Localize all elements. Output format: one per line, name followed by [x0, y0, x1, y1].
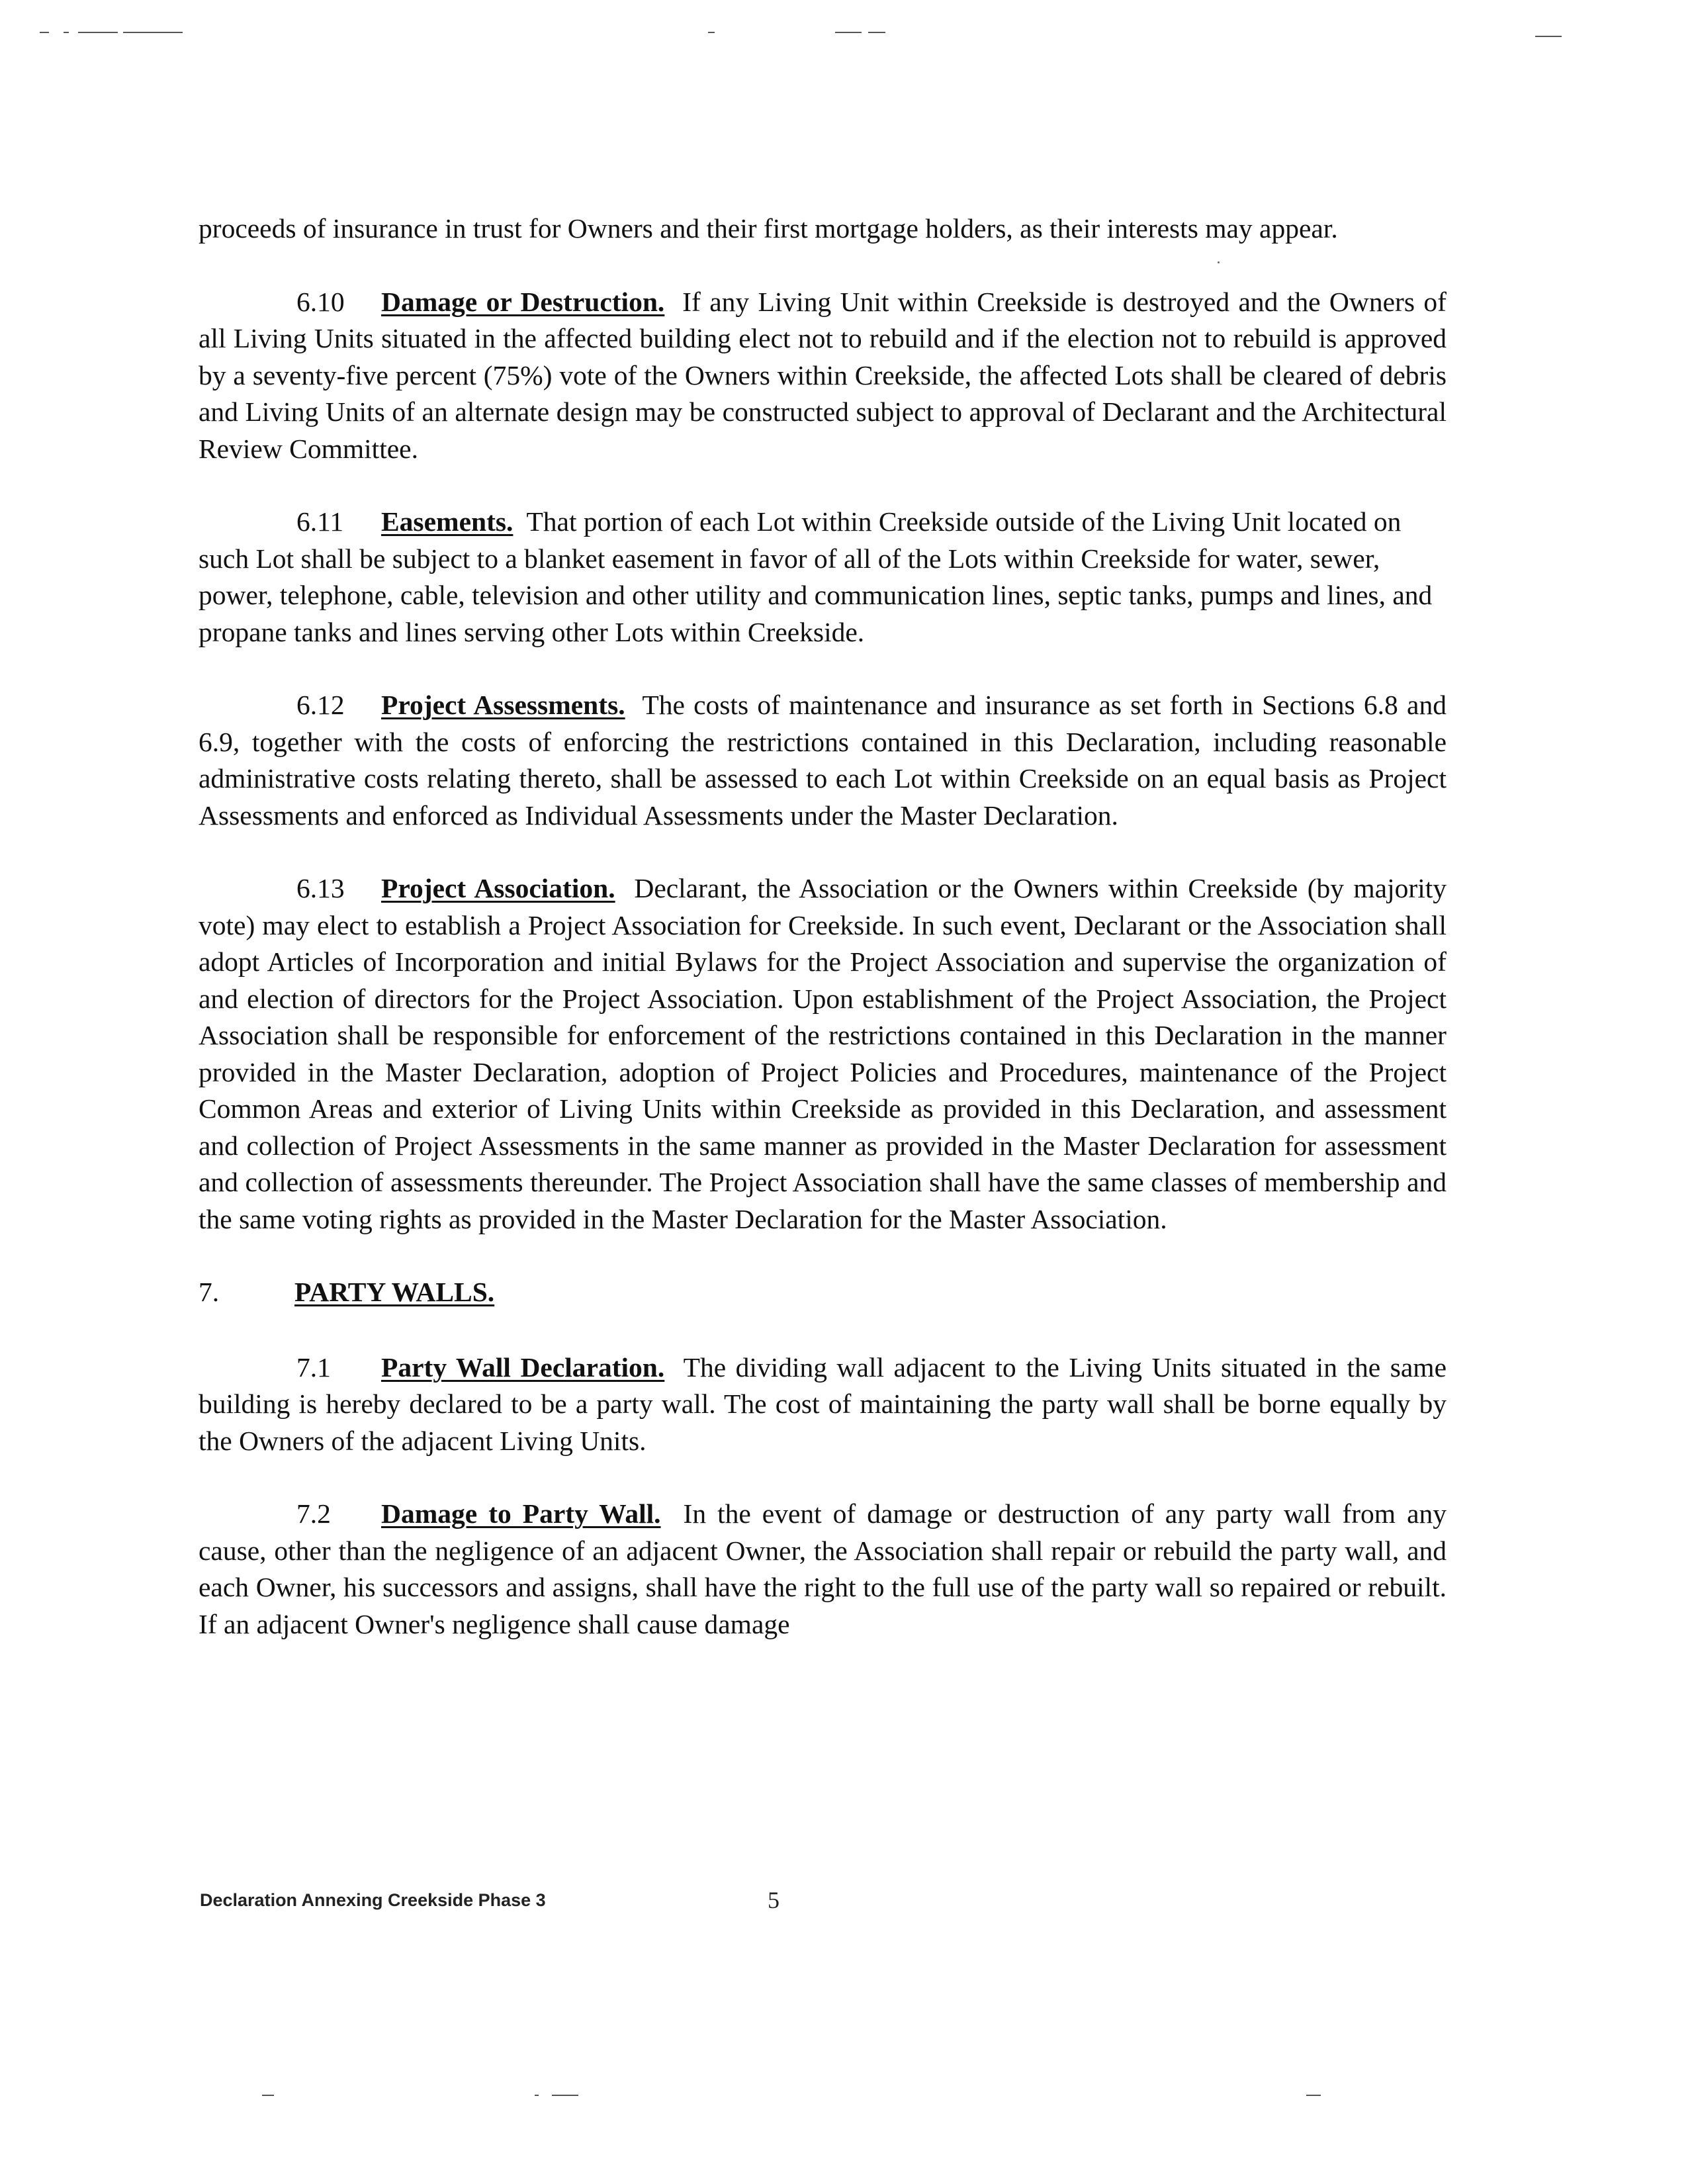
section-6-12: [199, 687, 1447, 834]
scan-artifact: [64, 32, 69, 33]
section-title: Easements.: [381, 506, 513, 537]
document-body: [199, 210, 1447, 1643]
section-7-2: [199, 1496, 1447, 1643]
scan-artifact: [1535, 36, 1562, 37]
footer-title: Declaration Annexing Creekside Phase 3: [200, 1890, 546, 1910]
scan-artifact: [262, 2095, 274, 2096]
section-number: 7.: [199, 1277, 220, 1307]
section-7-heading: [199, 1274, 1447, 1311]
scan-artifact: [123, 32, 183, 33]
scan-artifact: [1306, 2095, 1321, 2096]
section-title: Project Assessments.: [381, 690, 625, 720]
section-6-13: [199, 870, 1447, 1238]
scan-artifact: [78, 32, 118, 33]
section-number: 6.12: [296, 690, 345, 720]
section-title: Party Wall Declaration.: [381, 1351, 665, 1383]
paragraph-text: proceeds of insurance in trust for Owners and their first mortgage holders, as their interests may appear.: [199, 213, 1338, 244]
paragraph-intro: [199, 210, 1447, 248]
scan-artifact: [552, 2095, 578, 2096]
section-body: The dividing wall adjacent to the Living Units situated in the same building is hereby declared to be a party wall. The cost of maintaining the party wall shall be borne equally by the Owners of the adjacent Living Units.: [199, 1351, 1447, 1456]
section-body: That portion of each Lot within Creekside outside of the Living Unit located on such Lot shall be subject to a blanket easement in favor of all of the Lots within Creekside for water, sewer, power, telephone, cable, television and other utility and communication lines, septic tanks, pumps and lines, and propane tanks and lines serving other Lots within Creekside.: [199, 506, 1433, 647]
section-number: 7.2: [296, 1498, 331, 1529]
section-number: 7.1: [296, 1351, 331, 1383]
section-title: Damage or Destruction.: [381, 286, 665, 317]
scan-artifact: [835, 32, 862, 33]
section-body: In the event of damage or destruction of any party wall from any cause, other than the negligence of an adjacent Owner, the Association shall repair or rebuild the party wall, and each Owner, his successors and assigns, shall have the right to the full use of the party wall so repaired or rebuilt. If an adjacent Owner's negligence shall cause damage: [199, 1498, 1447, 1639]
section-body: Declarant, the Association or the Owners within Creekside (by majority vote) may elect to establish a Project Association for Creekside. In such event, Declarant or the Association shall adopt Articles of Incorporation and initial Bylaws for the Project Association and supervise the organization of and election of directors for the Project Association. Upon establishment of the Project Association, the Project Association shall be responsible for enforcement of the restrictions contained in this Declaration in the manner provided in the Master Declaration, adoption of Project Policies and Procedures, maintenance of the Project Common Areas and exterior of Living Units within Creekside as provided in this Declaration, and assessment and collection of Project Assessments in the same manner as provided in the Master Declaration for assessment and collection of assessments thereunder. The Project Association shall have the same classes of membership and the same voting rights as provided in the Master Declaration for the Master Association.: [199, 873, 1447, 1234]
scan-artifact: [40, 32, 49, 33]
scan-artifact: [535, 2095, 539, 2096]
section-title: Damage to Party Wall.: [381, 1498, 661, 1529]
section-body: The costs of maintenance and insurance as set forth in Sections 6.8 and 6.9, together with the costs of enforcing the restrictions contained in this Declaration, including reasonable administrative costs relating thereto, shall be assessed to each Lot within Creekside on an equal basis as Project Assessments and enforced as Individual Assessments under the Master Declaration.: [199, 690, 1447, 831]
section-title: Project Association.: [381, 873, 615, 903]
section-number: 6.11: [296, 506, 344, 537]
scan-artifact: [708, 32, 715, 33]
section-number: 6.10: [296, 286, 345, 317]
section-number: 6.13: [296, 873, 345, 903]
page-number: 5: [768, 1887, 780, 1913]
section-body: If any Living Unit within Creekside is destroyed and the Owners of all Living Units situated in the affected building elect not to rebuild and if the election not to rebuild is approved by a seventy-five percent (75%) vote of the Owners within Creekside, the affected Lots shall be cleared of debris and Living Units of an alternate design may be constructed subject to approval of Declarant and the Architectural Review Committee.: [199, 286, 1447, 464]
section-7-1: [199, 1349, 1447, 1460]
section-6-11: [199, 504, 1447, 651]
scan-artifact: [868, 32, 885, 33]
section-6-10: [199, 284, 1447, 468]
section-title: PARTY WALLS.: [294, 1277, 495, 1307]
